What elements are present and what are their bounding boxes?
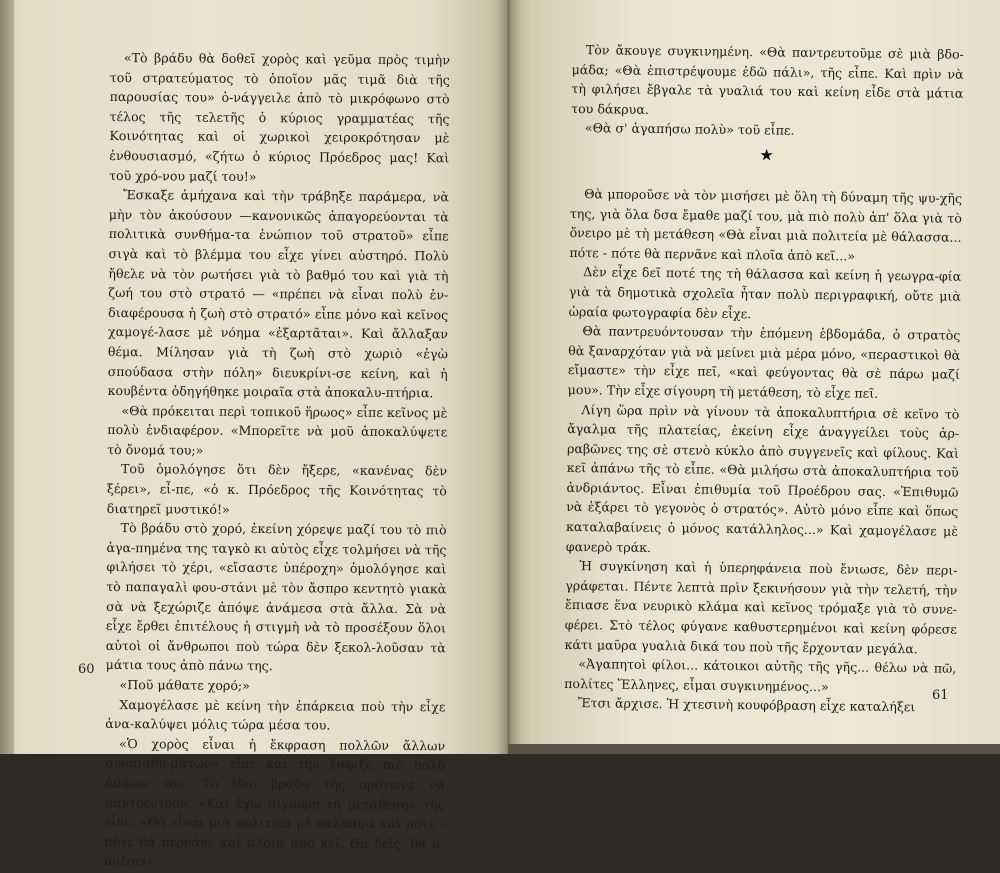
paragraph: «Ἀγαπητοὶ φίλοι... κάτοικοι αὐτῆς τῆς γῆς... θέλω νὰ πῶ, πολίτες Ἕλληνες, εἶμαι συγκινημένος...» xyxy=(564,656,957,694)
page-number-left: 60 xyxy=(78,662,95,677)
paragraph: Χαμογέλασε μὲ κείνη τὴν ἐπάρκεια ποὺ τὴν εἶχε ἀνα-καλύψει μόλις τώρα μέσα του. xyxy=(105,696,446,733)
paragraph: «Θὰ πρόκειται περὶ τοπικοῦ ἥρωος» εἶπε κεῖνος μὲ πολὺ ἐνδιαφέρον. «Μπορεῖτε νὰ μοῦ ἀποκαλύψετε τὸ ὄνομά του;» xyxy=(107,402,448,458)
paragraph: «Ποῦ μάθατε χορό;» xyxy=(119,677,250,693)
page-edge xyxy=(0,0,14,754)
paragraph: Ἔσκαξε ἀμήχανα καὶ τὴν τράβηξε παράμερα, νὰ μὴν τὸν ἀκούσουν —κανονικῶς ἀπαγορεύονται τὰ πολιτικὰ συνθήμα-τα ἐνώπιον τοῦ στρατοῦ» εἶπε σιγὰ καὶ τὸ βλέμμα του εἶχε γίνει αὐστηρό. Πολὺ ἤθελε νὰ τὸν ρωτήσει γιὰ τὸ βαθμό του καὶ γιὰ τὴ ζωή του στὸ στρατό — «πρέπει νὰ εἶναι πολὺ ἐν-διαφέρουσα ἡ ζωὴ στὸ στρατό» εἶπε μόνο καὶ κεῖνος χαμογέ-λασε μὲ νόημα «ἐξαρτᾶται». Καὶ ἄλλαξαν θέμα. Μίλησαν γιὰ τὴ ζωὴ στὸ χωριὸ «ἐγὼ σπούδασα στὴν πόλη» διευκρίνι-σε κείνη, καὶ ἡ κουβέντα ὁδηγήθηκε μοιραῖα στὰ ἀποκαλυ-πτήρια. xyxy=(107,187,450,401)
paragraph: Λίγη ὥρα πρὶν νὰ γίνουν τὰ ἀποκαλυπτήρια σὲ κεῖνο τὸ ἄγαλμα τῆς πλατείας, ἐκείνη εἶχε ἀναγγείλει τοὺς ἀρ-ραβῶνες της σὲ στενὸ κύκλο ἀπὸ συγγενεῖς καὶ φίλους. Καὶ κεῖ ἀπάνω τῆς τὸ εἶπε. «Θὰ μιλήσω στὰ ἀποκαλυπτήρια τοῦ ἀνδριάντος. Εἶναι ἐπιθυμία τοῦ Προέδρου σας. «Ἐπιθυμῶ νὰ ἐξάρει τὸ γεγονὸς ὁ στρατός». Αὐτὸ μόνο εἶπε καὶ ὅπως καταλαβαίνεις ὁ μόνος κατάλληλος...» Καὶ χαμογέλασε μὲ φανερὸ τράκ. xyxy=(565,401,960,555)
page-bottom-edge xyxy=(508,744,1000,754)
paragraph: «Ὁ χορὸς εἶναι ἡ ἔκφραση πολλῶν ἄλλων συναισθη-μάτων» εἶπε καὶ τὴν ἔσφιξε πιὸ πολὺ ἀπάνω του. Τὸ ἴδιο βράδυ τῆς πρότεινε νὰ παντρευτοῦν. «Καὶ ἔχω σίγουρη τὴ μετάθεση» τῆς εἶπε. «Θὰ εἶναι μιὰ πολιτεία μὲ θάλασσα καὶ πότε - πότε θὰ περνᾶνε καὶ πλοῖα ἀπὸ κεῖ. Θὰ δεῖς, θὰ σ' ἀρέσει». xyxy=(104,735,446,869)
paragraph: Ἡ συγκίνηση καὶ ἡ ὑπερηφάνεια ποὺ ἔνιωσε, δὲν περι-γράφεται. Πέντε λεπτὰ πρὶν ξεκινήσουν γιὰ τὴν τελετή, τὴν ἔπιασε ἕνα νευρικὸ κλάμα καὶ κεῖνος τρόμαξε γιὰ τὸ συνε-φέρει. Στὸ τέλος φύγανε καθυστερημένοι καὶ κείνη φόρεσε κάτι μαῦρα γυαλιὰ δικά του ποὺ τῆς ἔρχονταν μεγάλα. xyxy=(564,558,958,656)
book-gutter xyxy=(496,0,520,754)
paragraph: Θὰ παντρευόντουσαν τὴν ἑπόμενη ἑβδομάδα, ὁ στρατὸς θὰ ξαναρχόταν γιὰ νὰ μείνει μιὰ μέρα μόνο, «περαστικοὶ θὰ εἴμαστε» τὴν εἶχε πεῖ, «καὶ φεύγοντας θὰ σὲ πάρω μαζί μου». Τὴν εἶχε σίγουρη τὴ μετάθεση, τὸ εἶχε πεῖ. xyxy=(567,323,961,401)
paragraph: Τοῦ ὁμολόγησε ὅτι δὲν ἤξερε, «κανένας δὲν ξέρει», εἶ-πε, «ὁ κ. Πρόεδρος τῆς Κοινότητας τὸ διατηρεῖ μυστικό!» xyxy=(106,461,448,517)
paragraph: Ἔτσι ἄρχισε. Ἡ χτεσινὴ κουφόβραση εἶχε καταλήξει xyxy=(577,695,916,715)
paragraph: «Τὸ βράδυ θὰ δοθεῖ χορὸς καὶ γεῦμα πρὸς τιμὴν τοῦ στρατεύματος τὸ ὁποῖον μᾶς τιμᾶ διὰ τῆς παρουσίας του» ὁ-νάγγειλε ἀπὸ τὸ μικρόφωνο στὸ τέλος τῆς τελετῆς ὁ κύριος γραμματέας τῆς Κοινότητας καὶ οἱ χωρικοὶ χειροκρότησαν μὲ ἐνθουσιασμό, «ζήτω ὁ κύριος Πρόεδρος μας! Καὶ τοῦ χρό-νου μαζί του!» xyxy=(109,50,450,184)
paragraph: Τὸν ἄκουγε συγκινημένη. «Θὰ παντρευτοῦμε σὲ μιὰ βδο-μάδα; «Θὰ ἐπιστρέψουμε ἐδῶ πάλι», τῆς εἶπε. Καὶ πρὶν νὰ τὴ φιλήσει ἔβγαλε τὰ γυαλιά του καὶ κείνη εἶδε στὰ μάτια του δάκρυα. xyxy=(571,42,964,117)
right-page xyxy=(508,0,1000,754)
paragraph: «Θὰ σ' ἀγαπήσω πολὺ» τοῦ εἶπε. xyxy=(584,120,795,139)
paragraph: Τὸ βράδυ στὸ χορό, ἐκείνη χόρεψε μαζί του τὸ πιὸ ἀγα-πημένα της ταγκὸ κι αὐτὸς εἶχε τολμήσει νὰ τῆς φιλήσει τὸ χέρι, «εἴσαστε ὑπέροχη» ὁμολόγησε καὶ τὸ παπαγαλὶ φου-στάνι μὲ τὸν ἄσπρο κεντητὸ γιακὰ σὰ νὰ ξεχώριζε ἀπόψε ἀνάμεσα στὰ ἄλλα. Σὰ νὰ εἶχε ἔρθει ἐπιτέλους ἡ στιγμὴ νὰ τὸ προσέξουν ὅλοι αὐτοὶ οἱ ἄνθρωποι ποὺ τώρα δὲν ξεκολ-λοῦσαν τὰ μάτια τους ἀπὸ πάνω της. xyxy=(105,520,447,674)
section-separator-star: ★ xyxy=(759,145,774,165)
paragraph: Θὰ μποροῦσε νὰ τὸν μισήσει μὲ ὅλη τὴ δύναμη τῆς ψυ-χῆς της, γιὰ ὅλα δσα ἔμαθε μαζί του, μὰ πιὸ πολὺ ἀπ' ὅλα γιὰ τὸ ὄνειρο μὲ τὴ μετάθεση «Θὰ εἶναι μιὰ πολιτεία μὲ θάλασσα... πότε - πότε θὰ περνᾶνε καὶ πλοῖα ἀπὸ κεῖ...» xyxy=(569,186,963,264)
left-page-text xyxy=(104,48,450,873)
page-number-right: 61 xyxy=(932,688,949,703)
right-page-text xyxy=(564,40,964,718)
paragraph: Δὲν εἶχε δεῖ ποτέ της τὴ θάλασσα καὶ κείνη ἡ γεωγρα-φία γιὰ τὰ δημοτικὰ σχολεῖα ἦταν πολὺ περιγραφική, οὔτε μιὰ ὡραία φωτογραφία δὲν εἶχε. xyxy=(568,264,962,321)
